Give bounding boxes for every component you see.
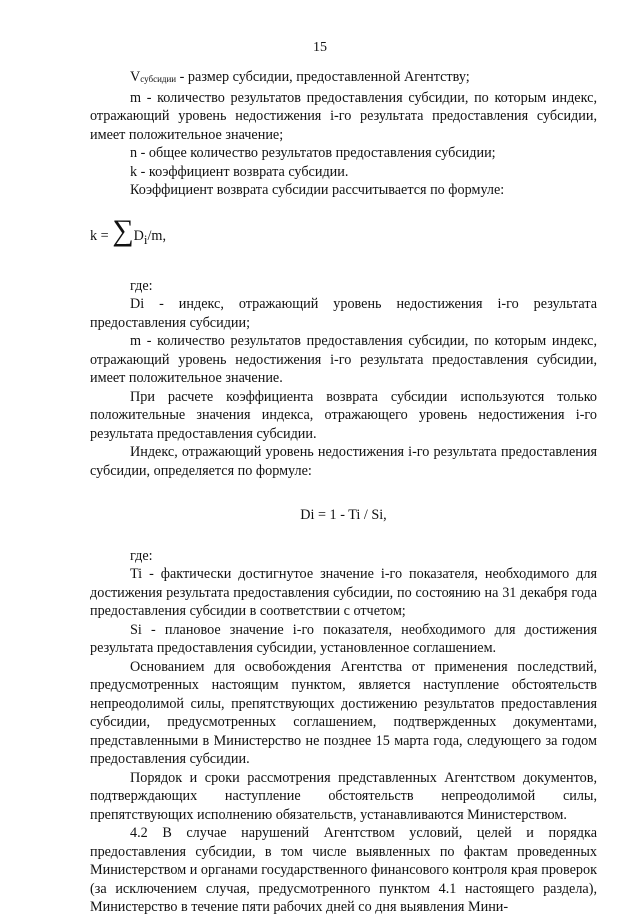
paragraph-4-2: 4.2 В случае нарушений Агентством условий, целей и порядка предоставления субсидии, в том числе выявленных по фактам проведенных Министерством и органами государственного финансового контроля края проверок (за исключением случая, предусмотренного пунктом 4.1 настоящего раздела), Министерство в течение пяти рабочих дней со дня выявления Мини- bbox=[90, 825, 597, 916]
paragraph-m-definition: m - количество результатов предоставления субсидии, по которым индекс, отражающий уровень недостижения i-го результата предоставления субсидии, имеет положительное значение; bbox=[90, 89, 597, 143]
v-definition-text: - размер субсидии, предоставленной Агентству; bbox=[176, 69, 470, 85]
page-number: 15 bbox=[313, 40, 327, 55]
paragraph-n-definition: n - общее количество результатов предоставления субсидии; bbox=[130, 145, 496, 161]
paragraph-force-majeure: Основанием для освобождения Агентства от применения последствий, предусмотренных настоящим пунктом, является наступление обстоятельств непреодолимой силы, препятствующих достижению результатов предоставления субсидии, предусмотренных соглашением, подтвержденных документами, представленными в Министерство не позднее 15 марта года, следующего за годом предоставления субсидии. bbox=[90, 658, 597, 768]
paragraph-k-definition: k - коэффициент возврата субсидии. bbox=[130, 163, 349, 180]
formula-k-lhs: k = bbox=[90, 227, 113, 244]
paragraph-di-formula-intro: Индекс, отражающий уровень недостижения i-го результата предоставления субсидии, определяется по формуле: bbox=[90, 444, 597, 479]
paragraph-di-definition: Di - индекс, отражающий уровень недостижения i-го результата предоставления субсидии; bbox=[90, 296, 597, 331]
paragraph-positive-values: При расчете коэффициента возврата субсидии используются только положительные значения индекса, отражающего уровень недостижения i-го результата предоставления субсидии. bbox=[90, 388, 597, 442]
paragraph-m-definition-2: m - количество результатов предоставления субсидии, по которым индекс, отражающий уровень недостижения i-го результата предоставления субсидии, имеет положительное значение. bbox=[90, 333, 597, 387]
sum-symbol: ∑ bbox=[112, 213, 134, 247]
formula-k-subscript: i bbox=[143, 231, 148, 247]
paragraph-ti-definition: Ti - фактически достигнутое значение i-го показателя, необходимого для достижения результата предоставления субсидии, по состоянию на 31 декабря года предоставления субсидии в соответствии с отчетом; bbox=[90, 566, 597, 620]
paragraph-where-2: где: bbox=[130, 547, 153, 564]
paragraph-v-definition bbox=[90, 68, 597, 89]
formula-di: Di = 1 - Ti / Si, bbox=[300, 507, 387, 524]
v-subscript: субсидии bbox=[140, 74, 177, 84]
paragraph-k-formula-intro: Коэффициент возврата субсидии рассчитывается по формуле: bbox=[130, 182, 505, 198]
paragraph-review-procedure: Порядок и сроки рассмотрения представленных Агентством документов, подтверждающих наступление обстоятельств непреодолимой силы, препятствующих исполнению обязательств, устанавливаются Министерством. bbox=[90, 769, 597, 823]
v-symbol: V bbox=[130, 69, 141, 85]
formula-k-rest: /m, bbox=[147, 227, 166, 244]
paragraph-si-definition: Si - плановое значение i-го показателя, необходимого для достижения результата предоставления субсидии, установленное соглашением. bbox=[90, 621, 597, 657]
paragraph-where-1: где: bbox=[130, 277, 153, 294]
document-body bbox=[90, 68, 597, 917]
formula-k-term: D bbox=[133, 227, 144, 244]
formula-k bbox=[90, 213, 597, 249]
